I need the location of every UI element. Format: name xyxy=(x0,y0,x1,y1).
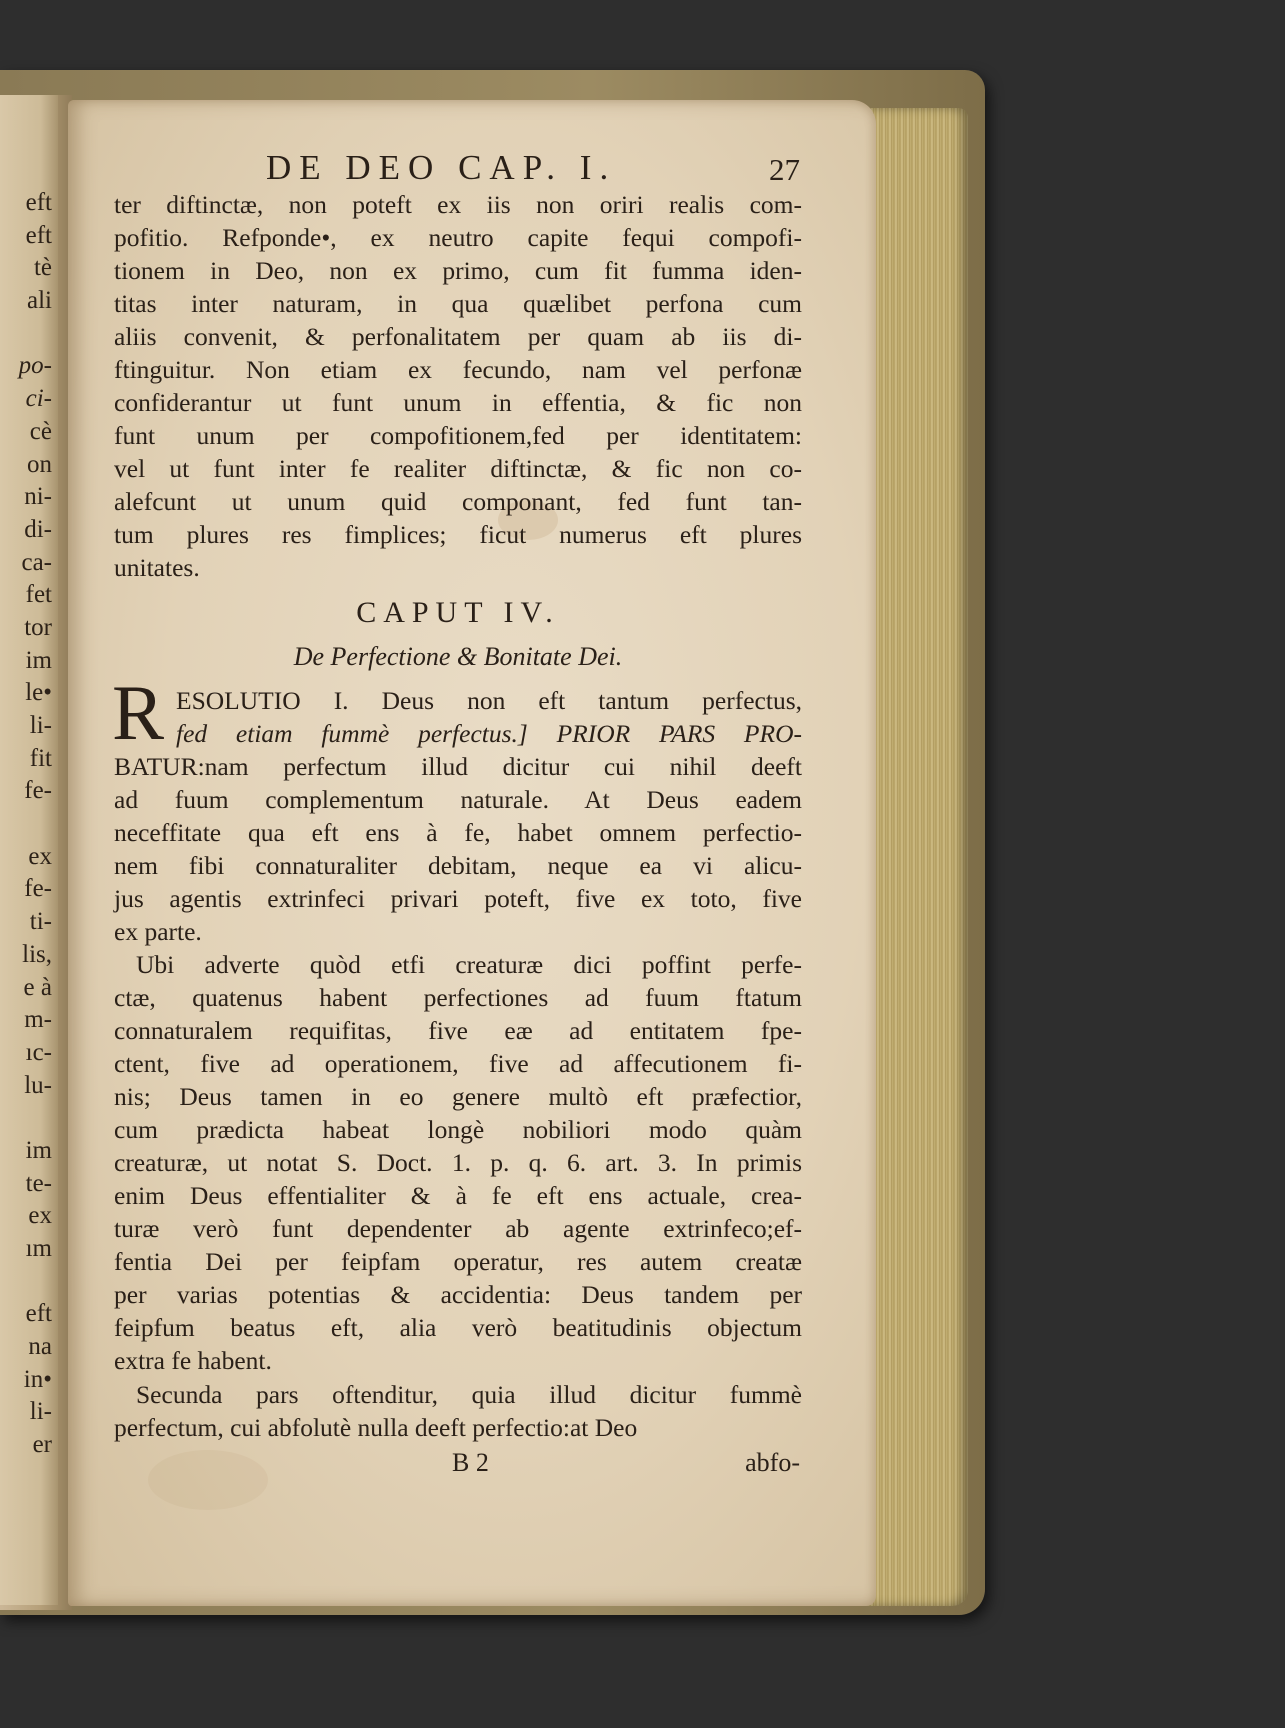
left-fragment: ci- xyxy=(25,385,52,413)
left-fragment: ca- xyxy=(21,548,52,576)
resolutio-lines xyxy=(114,684,802,948)
left-fragment: fit xyxy=(29,744,52,772)
text-line: feipfum beatus eft, alia verò beatitudinis objectum xyxy=(114,1313,802,1342)
text-line: connaturalem requifitas, five eæ ad entitatem fpe- xyxy=(114,1016,802,1045)
text-line: tum plures res fimplices; ficut numerus eft plures xyxy=(114,520,802,549)
left-fragment: ali xyxy=(27,287,52,315)
text-line: perfectum, cui abfolutè nulla deeft perfectio:at Deo xyxy=(114,1413,638,1442)
text-line: extra fe habent. xyxy=(114,1346,272,1375)
catchword: abfo- xyxy=(745,1448,800,1477)
text-line: cum prædicta habeat longè nobiliori modo quàm xyxy=(114,1115,802,1144)
text-line: enim Deus effentialiter & à fe eft ens actuale, crea- xyxy=(114,1181,802,1210)
paragraph-ubi-adverte xyxy=(114,948,802,1377)
resolutio-paragraph xyxy=(112,669,802,948)
text-line: confiderantur ut funt unum in effentia, & fic non xyxy=(114,388,802,417)
page-edges xyxy=(868,108,968,1606)
text-line: ter diftinctæ, non poteft ex iis non oriri realis com- xyxy=(114,190,802,219)
text-line: vel ut funt inter fe realiter diftinctæ, & fic non co- xyxy=(114,454,802,483)
text-line: nem fibi connaturaliter debitam, neque ea vi alicu- xyxy=(114,851,802,880)
text-line: jus agentis extrinfeci privari poteft, five ex toto, five xyxy=(114,884,802,913)
left-fragment: ex xyxy=(28,842,52,870)
text-line: fentia Dei per feipfam operatur, res autem creatæ xyxy=(114,1247,802,1276)
page-number: 27 xyxy=(769,152,800,187)
left-fragment: in• xyxy=(23,1365,52,1393)
left-fragment: po- xyxy=(18,352,52,380)
text-line: alefcunt ut unum quid componant, fed funt tan- xyxy=(114,487,802,516)
left-fragment: li- xyxy=(29,1398,52,1426)
text-line: titas inter naturam, in qua quælibet perfona cum xyxy=(114,289,802,318)
text-line: neceffitate qua eft ens à fe, habet omnem perfectio- xyxy=(114,818,802,847)
signature-mark: B 2 xyxy=(452,1448,489,1477)
text-line: aliis convenit, & perfonalitatem per quam ab iis di- xyxy=(114,322,802,351)
left-fragment: er xyxy=(32,1431,52,1459)
text-line: ad fuum complementum naturale. At Deus eadem xyxy=(114,785,802,814)
left-fragment: eft xyxy=(25,221,52,249)
text-line: turæ verò funt dependenter ab agente extrinfeco;ef- xyxy=(114,1214,802,1243)
left-fragment: di- xyxy=(24,515,52,543)
text-line: ctent, five ad operationem, five ad affecutionem fi- xyxy=(114,1049,802,1078)
paragraph-continuation xyxy=(114,188,802,584)
left-fragment: m- xyxy=(24,1006,52,1034)
text-line: unitates. xyxy=(114,553,200,582)
text-line: per varias potentias & accidentia: Deus tandem per xyxy=(114,1280,802,1309)
text-line: nis; Deus tamen in eo genere multò eft præfectior, xyxy=(114,1082,802,1111)
text-line: funt unum per compofitionem,fed per identitatem: xyxy=(114,421,802,450)
left-fragment: e à xyxy=(23,973,52,1001)
running-header xyxy=(114,148,802,188)
left-fragment: ex xyxy=(28,1202,52,1230)
text-line: BATUR:nam perfectum illud dicitur cui nihil deeft xyxy=(114,752,802,781)
left-fragment: lis, xyxy=(22,940,52,968)
left-page-text-fragments xyxy=(19,187,52,1462)
left-fragment: im xyxy=(25,1136,52,1164)
left-fragment: fet xyxy=(25,581,52,609)
text-line: creaturæ, ut notat S. Doct. 1. p. q. 6. art. 3. In primis xyxy=(114,1148,802,1177)
left-fragment: li- xyxy=(29,712,52,739)
chapter-subtitle: De Perfectione & Bonitate Dei. xyxy=(293,642,623,671)
text-line: ftinguitur. Non etiam ex fecundo, nam vel perfonæ xyxy=(114,355,802,384)
left-fragment: fe- xyxy=(24,875,52,903)
left-fragment: fe- xyxy=(24,777,52,805)
text-line: Secunda pars oftenditur, quia illud dicitur fummè xyxy=(136,1380,802,1409)
left-fragment: ti- xyxy=(29,908,52,936)
page-footer xyxy=(114,1448,802,1482)
left-fragment: im xyxy=(25,646,52,674)
text-line: tionem in Deo, non ex primo, cum fit fumma iden- xyxy=(114,256,802,285)
left-fragment: cè xyxy=(29,417,52,445)
left-fragment: na xyxy=(28,1333,52,1361)
running-head: DE DEO CAP. I. xyxy=(266,148,617,187)
left-fragment: eft xyxy=(25,1300,52,1328)
left-fragment xyxy=(19,318,52,351)
left-fragment: ni- xyxy=(24,483,52,511)
left-fragment xyxy=(19,1266,52,1299)
text-line: Ubi adverte quòd etfi creaturæ dici poffint perfe- xyxy=(136,950,802,979)
left-fragment xyxy=(19,1102,52,1135)
text-line: fed etiam fummè perfectus.] PRIOR PARS PRO- xyxy=(176,719,802,748)
left-fragment: eft xyxy=(25,189,52,216)
left-fragment: on xyxy=(27,450,52,478)
left-fragment: lu- xyxy=(24,1071,52,1099)
left-page xyxy=(0,95,58,1605)
left-fragment: tor xyxy=(24,613,52,641)
text-line: pofitio. Refponde•, ex neutro capite fequi compofi- xyxy=(114,223,802,252)
paragraph-secunda-pars xyxy=(114,1378,802,1444)
drop-cap: R xyxy=(112,669,165,756)
left-fragment xyxy=(19,808,52,841)
chapter-title: CAPUT IV. xyxy=(356,596,560,629)
text-line: ex parte. xyxy=(114,917,202,946)
left-fragment: te- xyxy=(25,1169,52,1197)
left-fragment: ıc- xyxy=(25,1038,52,1066)
text-line: ESOLUTIO I. Deus non eft tantum perfectus, xyxy=(176,686,802,715)
text-line: ctæ, quatenus habent perfectiones ad fuum ftatum xyxy=(114,983,802,1012)
left-fragment: ım xyxy=(25,1235,52,1262)
left-fragment: le• xyxy=(25,679,52,707)
left-fragment: tè xyxy=(33,254,52,282)
